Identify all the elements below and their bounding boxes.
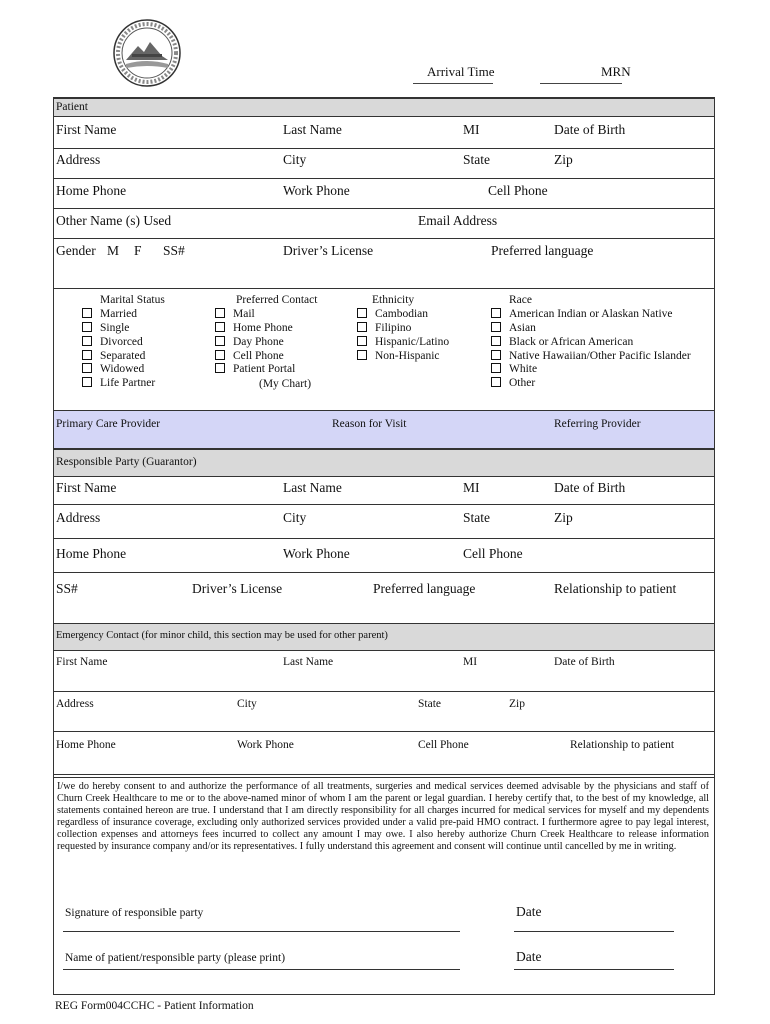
guarantor-section-title: Responsible Party (Guarantor) xyxy=(56,456,197,468)
checkbox[interactable] xyxy=(357,336,367,346)
emergency-cell-phone[interactable]: Cell Phone xyxy=(418,739,469,751)
preferred-contact-title: Preferred Contact xyxy=(236,294,318,306)
guarantor-state[interactable]: State xyxy=(463,510,490,525)
patient-other-names[interactable]: Other Name (s) Used xyxy=(56,213,172,228)
patient-section-header xyxy=(54,98,714,117)
checkbox[interactable] xyxy=(491,377,501,387)
ethnicity-hispanic-option[interactable]: Hispanic/Latino xyxy=(357,336,449,350)
divider xyxy=(54,238,714,239)
print-name-line[interactable] xyxy=(63,969,460,970)
divider xyxy=(54,178,714,179)
consent-text: I/we do hereby consent to and authorize the performance of all treatments, surgeries and medical services deemed advisable by the physicians and staff of Churn Creek Healthcare to me or to the above-named minor of whom I am the parent or legal guardian. I hereby certify that, to the best of my knowledge, all statements contained hereon are true. I understand that I am directly responsibility for all charges incurred for medical services for myself and my dependents regardless of insurance coverage, excluding only authorized services provided under a valid pre-paid HMO contract. I furthermore agree to pay legal interest, collection expenses and attorneys fees incurred to collect any amount I may owe. I also hereby authorize Churn Creek Healthcare to release information requested by insurance company and/or its representatives. I fully understand this agreement and consent will continue until cancelled by me in writing. xyxy=(57,781,709,853)
marital-life-partner-option[interactable]: Life Partner xyxy=(82,377,155,391)
marital-divorced-option[interactable]: Divorced xyxy=(82,336,143,350)
divider xyxy=(54,774,714,775)
checkbox[interactable] xyxy=(82,363,92,373)
print-name-label: Name of patient/responsible party (please print) xyxy=(65,952,286,964)
signature-line[interactable] xyxy=(63,931,460,932)
patient-first-name[interactable]: First Name xyxy=(56,122,117,137)
patient-drivers-license[interactable]: Driver’s License xyxy=(283,243,374,258)
patient-gender: Gender xyxy=(56,243,96,258)
gender-m[interactable]: M xyxy=(107,243,120,258)
checkbox[interactable] xyxy=(357,350,367,360)
ethnicity-filipino-option[interactable]: Filipino xyxy=(357,322,411,336)
checkbox[interactable] xyxy=(215,363,225,373)
divider xyxy=(54,148,714,149)
checkbox[interactable] xyxy=(82,336,92,346)
patient-home-phone[interactable]: Home Phone xyxy=(56,183,127,198)
emergency-address[interactable]: Address xyxy=(56,698,94,710)
my-chart-note: (My Chart) xyxy=(259,378,312,390)
checkbox[interactable] xyxy=(82,322,92,332)
guarantor-preferred-language[interactable]: Preferred language xyxy=(373,581,476,596)
checkbox[interactable] xyxy=(491,336,501,346)
checkbox[interactable] xyxy=(491,363,501,373)
emergency-state[interactable]: State xyxy=(418,698,441,710)
arrival-time-line[interactable] xyxy=(413,83,493,84)
registration-form xyxy=(53,97,715,995)
race-american-indian-option[interactable]: American Indian or Alaskan Native xyxy=(491,308,673,322)
patient-work-phone[interactable]: Work Phone xyxy=(283,183,350,198)
divider xyxy=(54,538,714,539)
guarantor-relationship[interactable]: Relationship to patient xyxy=(554,581,677,596)
arrival-time-label: Arrival Time xyxy=(427,64,495,79)
guarantor-section-header xyxy=(54,449,714,477)
guarantor-ss[interactable]: SS# xyxy=(56,581,78,596)
checkbox[interactable] xyxy=(215,350,225,360)
primary-care-provider[interactable]: Primary Care Provider xyxy=(56,418,161,430)
race-pacific-islander-option[interactable]: Native Hawaiian/Other Pacific Islander xyxy=(491,350,691,364)
patient-section-title: Patient xyxy=(56,101,88,113)
emergency-first-name[interactable]: First Name xyxy=(56,656,108,668)
emergency-section-title: Emergency Contact (for minor child, this section may be used for other parent) xyxy=(56,630,388,641)
contact-mail-option[interactable]: Mail xyxy=(215,308,255,322)
ethnicity-non-hispanic-option[interactable]: Non-Hispanic xyxy=(357,350,440,364)
emergency-relationship[interactable]: Relationship to patient xyxy=(570,739,675,751)
checkbox[interactable] xyxy=(82,308,92,318)
patient-zip[interactable]: Zip xyxy=(554,152,573,167)
checkbox[interactable] xyxy=(215,308,225,318)
date-label-2: Date xyxy=(516,949,542,964)
emergency-section-header xyxy=(54,623,714,651)
contact-home-phone-option[interactable]: Home Phone xyxy=(215,322,293,336)
marital-separated-option[interactable]: Separated xyxy=(82,350,145,364)
race-black-option[interactable]: Black or African American xyxy=(491,336,633,350)
guarantor-zip[interactable]: Zip xyxy=(554,510,573,525)
marital-single-option[interactable]: Single xyxy=(82,322,129,336)
checkbox[interactable] xyxy=(357,308,367,318)
date-label-1: Date xyxy=(516,904,542,919)
divider xyxy=(54,731,714,732)
race-asian-option[interactable]: Asian xyxy=(491,322,536,336)
patient-email[interactable]: Email Address xyxy=(418,213,498,228)
checkbox[interactable] xyxy=(82,350,92,360)
race-title: Race xyxy=(509,294,532,306)
contact-day-phone-option[interactable]: Day Phone xyxy=(215,336,284,350)
patient-city[interactable]: City xyxy=(283,152,307,167)
divider xyxy=(54,572,714,573)
reason-for-visit[interactable]: Reason for Visit xyxy=(332,418,407,430)
mrn-line[interactable] xyxy=(540,83,622,84)
guarantor-first-name[interactable]: First Name xyxy=(56,480,117,495)
emergency-last-name[interactable]: Last Name xyxy=(283,656,334,668)
patient-last-name[interactable]: Last Name xyxy=(283,122,342,137)
guarantor-home-phone[interactable]: Home Phone xyxy=(56,546,127,561)
guarantor-dob[interactable]: Date of Birth xyxy=(554,480,626,495)
checkbox[interactable] xyxy=(491,322,501,332)
patient-dob[interactable]: Date of Birth xyxy=(554,122,626,137)
patient-state[interactable]: State xyxy=(463,152,490,167)
marital-status-title: Marital Status xyxy=(100,294,165,306)
signature-label: Signature of responsible party xyxy=(65,907,204,919)
gender-f[interactable]: F xyxy=(134,243,142,258)
date-line-2[interactable] xyxy=(514,969,674,970)
emergency-mi[interactable]: MI xyxy=(463,656,478,668)
guarantor-work-phone[interactable]: Work Phone xyxy=(283,546,350,561)
guarantor-last-name[interactable]: Last Name xyxy=(283,480,342,495)
emergency-zip[interactable]: Zip xyxy=(509,698,525,710)
checkbox[interactable] xyxy=(357,322,367,332)
ethnicity-cambodian-option[interactable]: Cambodian xyxy=(357,308,428,322)
marital-widowed-option[interactable]: Widowed xyxy=(82,363,144,377)
seal-logo-icon xyxy=(112,18,182,88)
patient-cell-phone[interactable]: Cell Phone xyxy=(488,183,548,198)
care-provider-band xyxy=(54,410,714,449)
guarantor-address[interactable]: Address xyxy=(56,510,101,525)
patient-ss[interactable]: SS# xyxy=(163,243,185,258)
emergency-dob[interactable]: Date of Birth xyxy=(554,656,615,668)
guarantor-drivers-license[interactable]: Driver’s License xyxy=(192,581,283,596)
date-line-1[interactable] xyxy=(514,931,674,932)
divider xyxy=(54,777,714,778)
mrn-label: MRN xyxy=(601,64,631,79)
referring-provider[interactable]: Referring Provider xyxy=(554,418,641,430)
patient-preferred-language[interactable]: Preferred language xyxy=(491,243,594,258)
divider xyxy=(54,208,714,209)
guarantor-mi[interactable]: MI xyxy=(463,480,480,495)
emergency-home-phone[interactable]: Home Phone xyxy=(56,739,116,751)
ethnicity-title: Ethnicity xyxy=(372,294,415,306)
patient-address[interactable]: Address xyxy=(56,152,101,167)
checkbox[interactable] xyxy=(491,350,501,360)
checkbox[interactable] xyxy=(82,377,92,387)
guarantor-city[interactable]: City xyxy=(283,510,307,525)
race-white-option[interactable]: White xyxy=(491,363,537,377)
form-footer: REG Form004CCHC - Patient Information xyxy=(55,1000,254,1012)
checkbox[interactable] xyxy=(215,336,225,346)
emergency-work-phone[interactable]: Work Phone xyxy=(237,739,294,751)
marital-married-option[interactable]: Married xyxy=(82,308,137,322)
patient-mi[interactable]: MI xyxy=(463,122,480,137)
emergency-city[interactable]: City xyxy=(237,698,257,710)
race-other-option[interactable]: Other xyxy=(491,377,535,391)
contact-patient-portal-option[interactable]: Patient Portal xyxy=(215,363,295,377)
contact-cell-phone-option[interactable]: Cell Phone xyxy=(215,350,284,364)
divider xyxy=(54,691,714,692)
divider xyxy=(54,288,714,289)
guarantor-cell-phone[interactable]: Cell Phone xyxy=(463,546,523,561)
checkbox[interactable] xyxy=(491,308,501,318)
divider xyxy=(54,504,714,505)
checkbox[interactable] xyxy=(215,322,225,332)
